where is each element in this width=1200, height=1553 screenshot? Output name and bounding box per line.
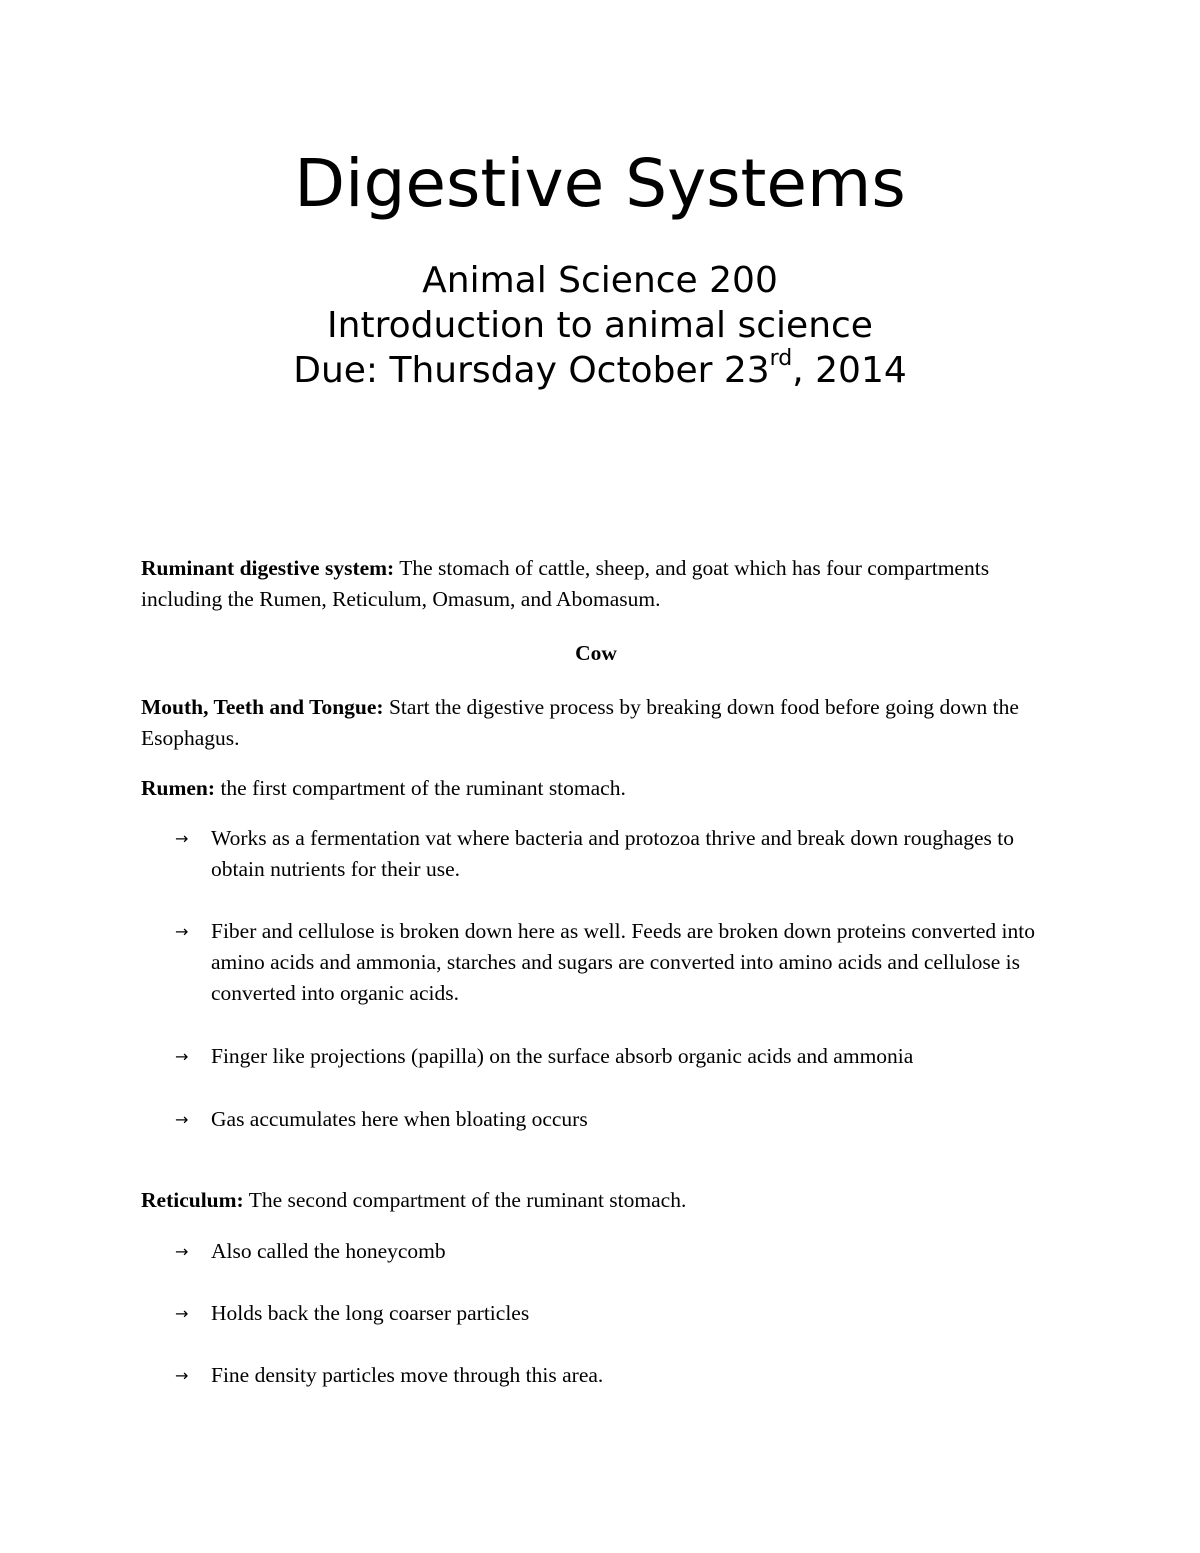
list-item [175, 1360, 1071, 1391]
arrow-icon: → [175, 1366, 189, 1385]
due-date-ordinal: rd [769, 346, 793, 371]
reticulum-term: Reticulum: [141, 1188, 244, 1212]
list-item-text: Works as a fermentation vat where bacteria and protozoa thrive and break down roughages to obtain nutrients for their use. [211, 826, 1015, 881]
arrow-icon: → [175, 1304, 189, 1323]
list-item-text: Also called the honeycomb [211, 1239, 446, 1263]
due-date-suffix: , 2014 [792, 350, 907, 391]
arrow-icon: → [175, 829, 189, 848]
due-date [0, 348, 1200, 393]
arrow-icon: → [175, 1047, 189, 1066]
arrow-icon: → [175, 1110, 189, 1129]
arrow-icon: → [175, 1242, 189, 1261]
definition-paragraph [141, 553, 1051, 615]
list-item-text: Fiber and cellulose is broken down here as well. Feeds are broken down proteins converted into amino acids and ammonia, starches and sugars are converted into amino acids and cellulose is converted into organic acids. [211, 919, 1035, 1005]
rumen-text: the first compartment of the ruminant stomach. [215, 776, 626, 800]
reticulum-text: The second compartment of the ruminant stomach. [243, 1188, 687, 1212]
definition-term: Ruminant digestive system: [141, 556, 395, 580]
list-item [175, 1236, 1071, 1267]
due-date-prefix: Due: Thursday October 23 [293, 350, 770, 391]
mouth-text: Start the digestive process by breaking down food before going down the Esophagus. [141, 695, 1019, 750]
document-title: Digestive Systems [294, 145, 906, 222]
mouth-term: Mouth, Teeth and Tongue: [141, 695, 384, 719]
title-subheader [0, 258, 1200, 393]
list-item [175, 1041, 1071, 1072]
list-item [175, 823, 1071, 885]
arrow-icon: → [175, 922, 189, 941]
list-item-text: Finger like projections (papilla) on the surface absorb organic acids and ammonia [211, 1044, 914, 1068]
course-number: Animal Science 200 [422, 260, 778, 301]
course-name: Introduction to animal science [327, 305, 873, 346]
section-heading: Cow [575, 641, 617, 665]
rumen-term: Rumen: [141, 776, 216, 800]
definition-text: The stomach of cattle, sheep, and goat which has four compartments including the Rumen, Reticulum, Omasum, and Abomasum. [141, 556, 990, 611]
mouth-paragraph [141, 692, 1051, 754]
list-item-text: Gas accumulates here when bloating occurs [211, 1107, 588, 1131]
list-item-text: Fine density particles move through this area. [211, 1363, 604, 1387]
list-item [175, 1104, 1071, 1135]
list-item [175, 1298, 1071, 1329]
list-item [175, 916, 1071, 1009]
reticulum-paragraph [141, 1185, 1051, 1216]
list-item-text: Holds back the long coarser particles [211, 1301, 530, 1325]
rumen-paragraph [141, 773, 1051, 804]
